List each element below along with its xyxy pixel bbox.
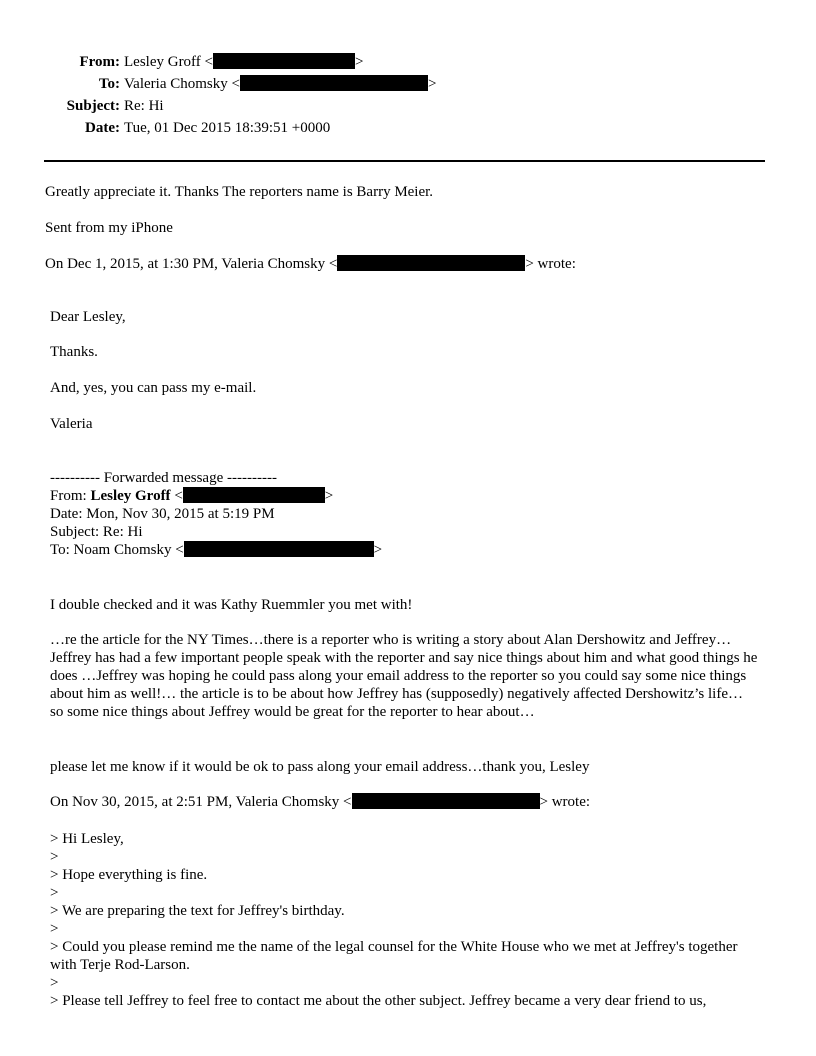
forwarded-from-open: < [170, 488, 183, 504]
to-label: To: [98, 76, 120, 92]
from-label: From: [79, 54, 120, 70]
quoted-line: > Please tell Jeffrey to feel free to contact me about the other subject. Jeffrey became a very dear friend to us, [50, 993, 707, 1009]
quoted-line: > [50, 885, 59, 901]
forwarded-paragraph-3: please let me know if it would be ok to pass along your email address…thank you, Lesley [50, 759, 590, 775]
header-from-row [0, 51, 816, 73]
to-name: Valeria Chomsky < [124, 76, 240, 92]
reply-text: Greatly appreciate it. Thanks The reporters name is Barry Meier. [45, 184, 434, 200]
date-value: Tue, 01 Dec 2015 18:39:51 +0000 [124, 120, 331, 136]
forwarded-to-close: > [373, 542, 383, 558]
forwarded-to [50, 541, 382, 559]
forwarded-header [50, 469, 382, 559]
from-value [124, 51, 363, 73]
to-close: > [427, 76, 437, 92]
quoted-line: > Hi Lesley, [50, 831, 124, 847]
redacted-email [184, 541, 374, 557]
quote-intro-text: On Dec 1, 2015, at 1:30 PM, Valeria Chomsky < [45, 256, 338, 272]
from-close: > [355, 54, 364, 70]
redacted-email [240, 75, 428, 91]
header-to-row [0, 73, 816, 95]
forwarded-quote-intro-text: On Nov 30, 2015, at 2:51 PM, Valeria Chomsky < [50, 794, 352, 810]
quoted-line: > We are preparing the text for Jeffrey's birthday. [50, 903, 345, 919]
permission-line: And, yes, you can pass my e-mail. [50, 380, 257, 396]
to-value [124, 73, 436, 95]
forwarded-to-text: To: Noam Chomsky < [50, 542, 184, 558]
redacted-email [213, 53, 355, 69]
redacted-email [183, 487, 325, 503]
quote-intro [45, 255, 576, 273]
forwarded-from [50, 487, 382, 505]
subject-label: Subject: [66, 98, 120, 114]
email-header [0, 51, 816, 139]
quoted-line: > [50, 849, 59, 865]
header-subject-row [0, 95, 816, 117]
forwarded-from-label: From: [50, 488, 91, 504]
forwarded-quote-intro [50, 793, 590, 811]
date-label: Date: [85, 120, 120, 136]
thanks-line: Thanks. [50, 344, 98, 360]
forwarded-date: Date: Mon, Nov 30, 2015 at 5:19 PM [50, 506, 275, 522]
from-name: Lesley Groff < [124, 54, 213, 70]
greeting: Dear Lesley, [50, 309, 126, 325]
forwarded-paragraph-2: …re the article for the NY Times…there is a reporter who is writing a story about Alan Dershowitz and Jeffrey…Jeffrey has had a few important people speak with the reporter and say nice things about him and what good things he does …Jeffrey was hoping he could pass along your email address to the reporter so you could say some nice things about him as well!… the article is to be about how Jeffrey has (supposedly) negatively affected Dershowitz’s life… so some nice things about Jeffrey would be great for the reporter to hear about… [50, 632, 758, 720]
forwarded-quote-intro-suffix: > wrote: [539, 794, 591, 810]
signature-line: Sent from my iPhone [45, 220, 173, 236]
forwarded-from-close: > [324, 488, 334, 504]
forwarded-subject: Subject: Re: Hi [50, 524, 143, 540]
quoted-line: > [50, 975, 59, 991]
redacted-email [337, 255, 525, 271]
header-divider [44, 160, 765, 162]
forwarded-paragraph-1: I double checked and it was Kathy Ruemmler you met with! [50, 597, 413, 613]
sign-name: Valeria [50, 416, 93, 432]
forwarded-divider: ---------- Forwarded message ---------- [50, 470, 277, 486]
quoted-line: > Hope everything is fine. [50, 867, 208, 883]
quote-intro-suffix: > wrote: [525, 256, 576, 272]
quoted-line: > Could you please remind me the name of the legal counsel for the White House who we met at Jeffrey's together with Terje Rod-Larson. [50, 939, 738, 973]
redacted-email [352, 793, 540, 809]
quoted-line: > [50, 921, 59, 937]
header-date-row [0, 117, 816, 139]
quoted-message [50, 830, 760, 1010]
subject-value: Re: Hi [124, 98, 164, 114]
forwarded-from-name: Lesley Groff [90, 488, 171, 504]
